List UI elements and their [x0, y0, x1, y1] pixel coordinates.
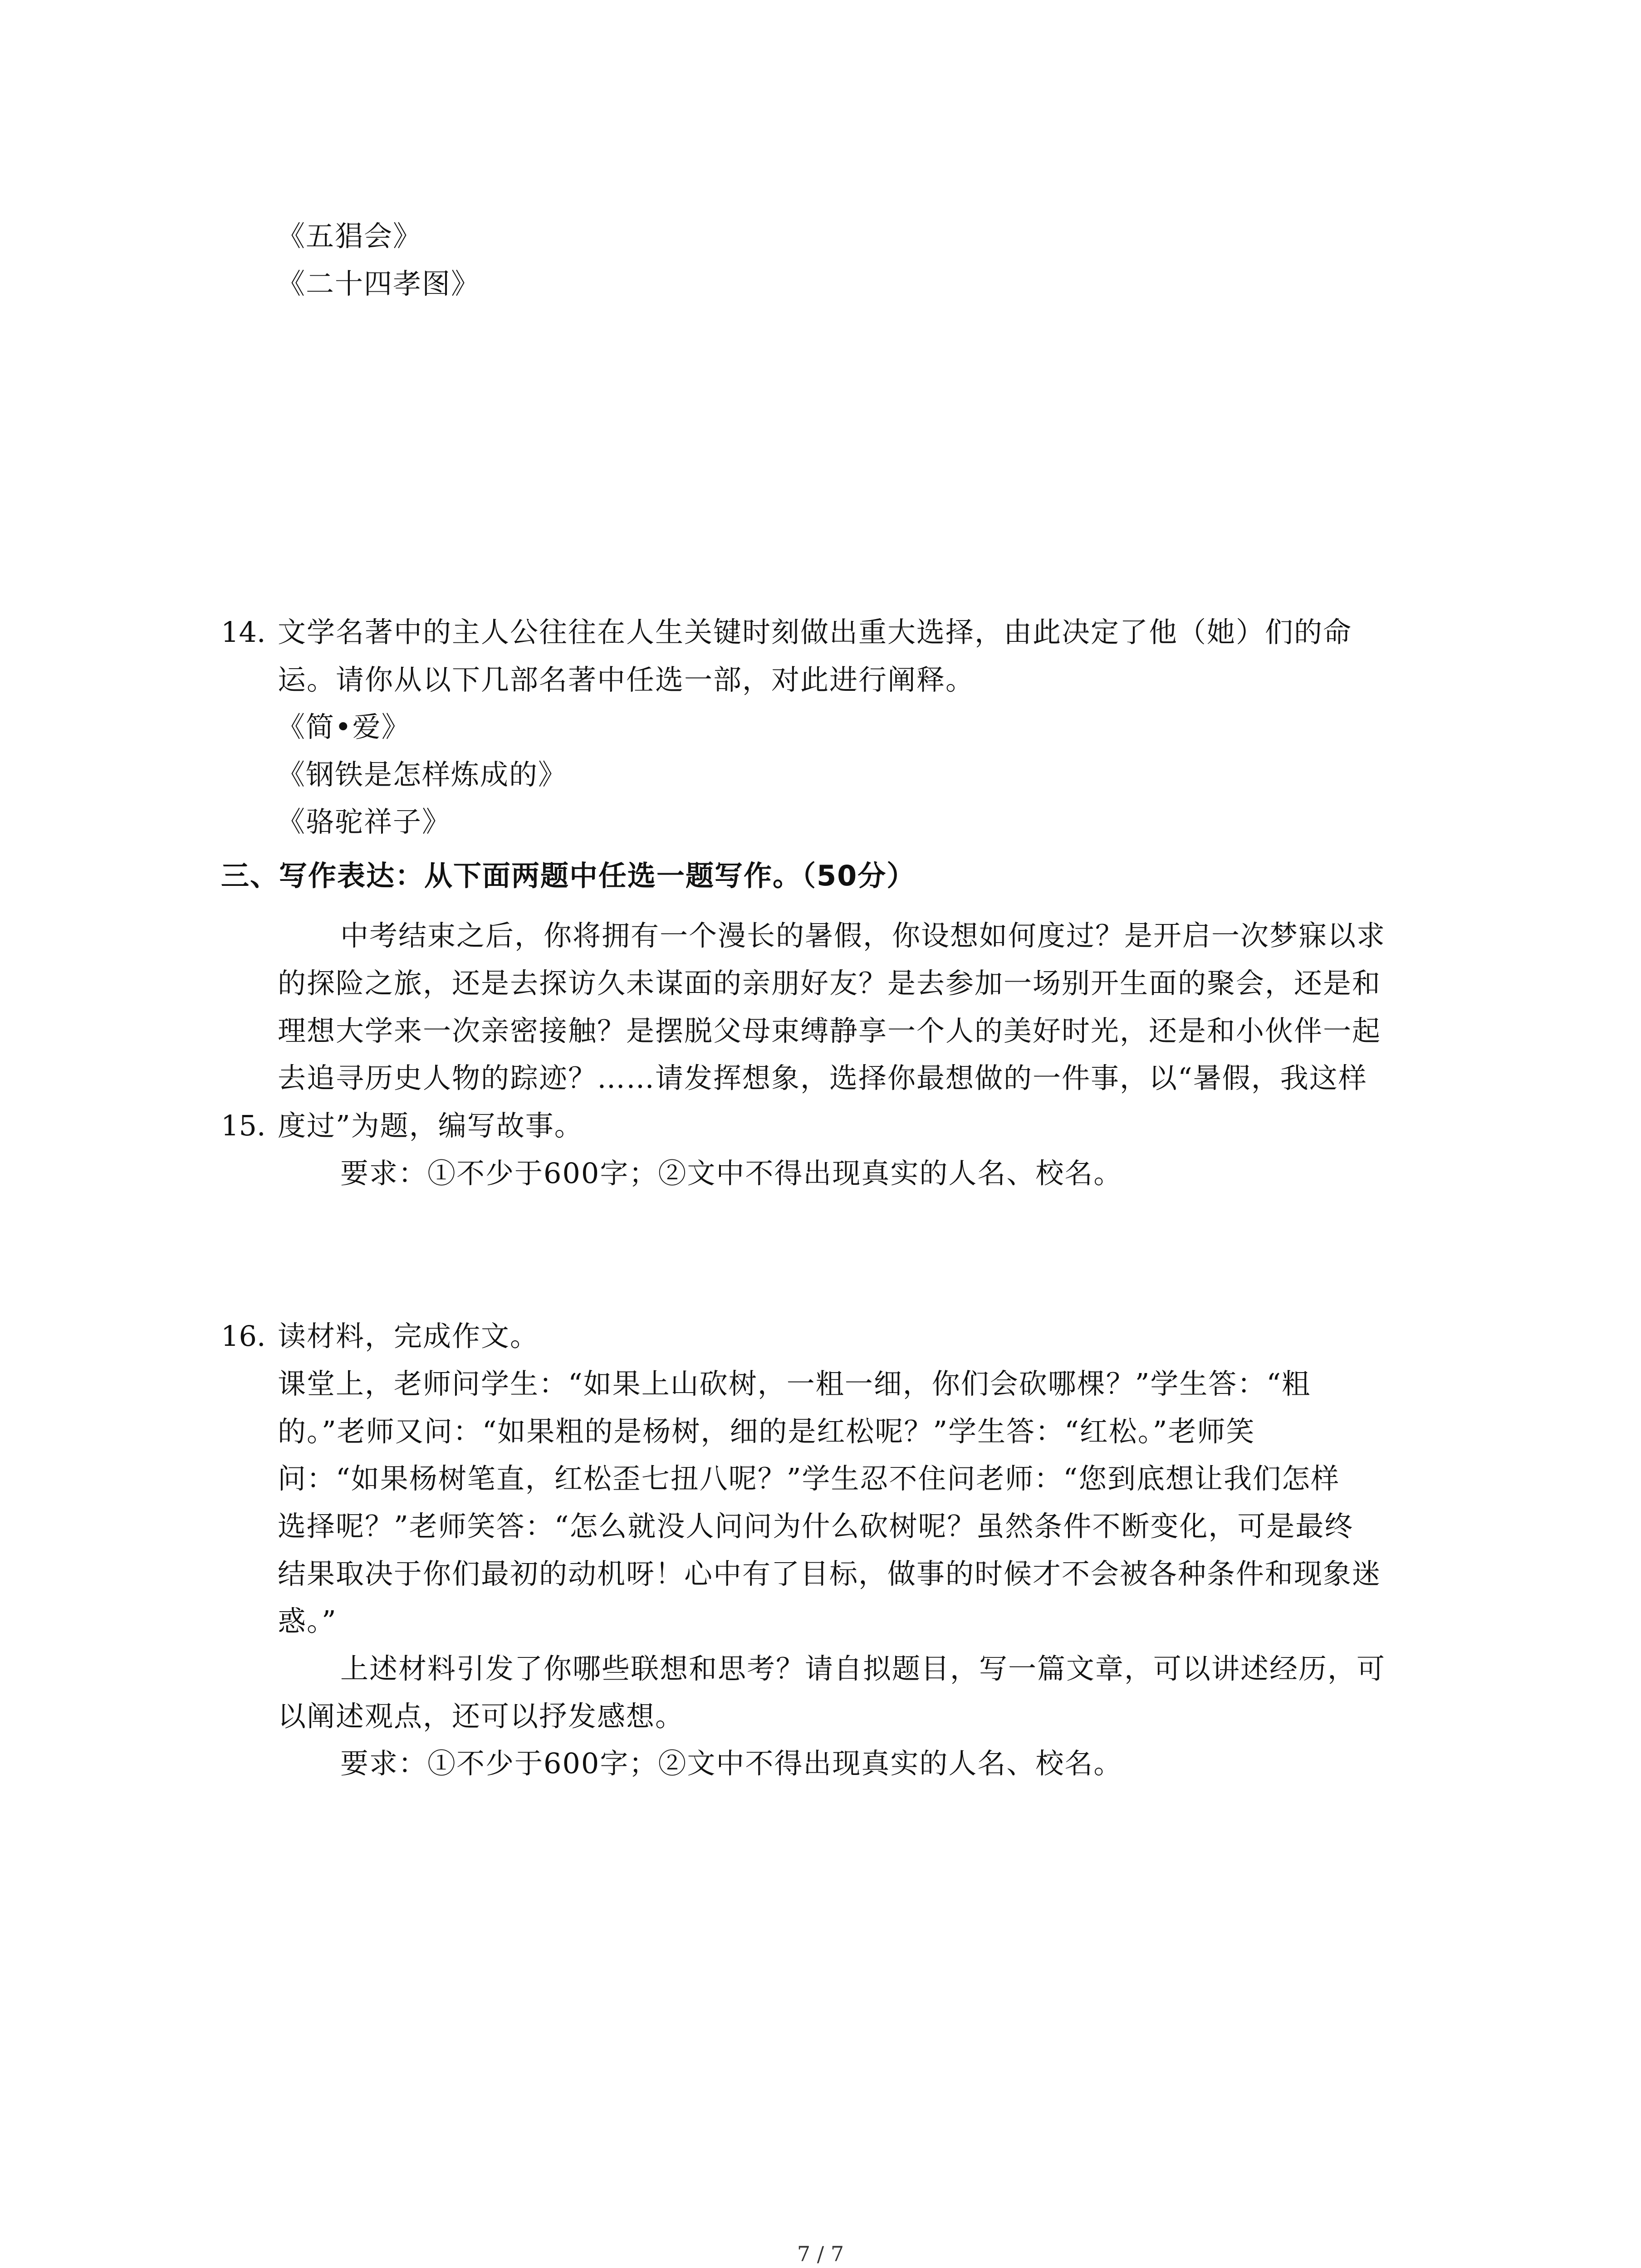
question-14-book: 《钢铁是怎样炼成的》 — [277, 758, 568, 791]
page-number: 7 / 7 — [797, 2242, 844, 2266]
question-16-prompt-line: 以阐述观点，还可以抒发感想。 — [278, 1700, 685, 1733]
question-15-line: 去追寻历史人物的踪迹？……请发挥想象，选择你最想做的一件事，以“暑假，我这样 — [278, 1061, 1367, 1095]
question-14-line: 运。请你从以下几部名著中任选一部，对此进行阐释。 — [278, 663, 975, 696]
question-15-line: 的探险之旅，还是去探访久未谋面的亲朋好友？是去参加一场别开生面的聚会，还是和 — [278, 967, 1381, 1000]
question-15-line: 中考结束之后，你将拥有一个漫长的暑假，你设想如何度过？是开启一次梦寐以求 — [340, 919, 1386, 952]
question-16-material-line: 选择呢？”老师笑答：“怎么就没人问问为什么砍树呢？虽然条件不断变化，可是最终 — [278, 1510, 1354, 1543]
question-15-line: 度过”为题，编写故事。 — [278, 1109, 583, 1142]
question-16-prompt-line: 上述材料引发了你哪些联想和思考？请自拟题目，写一篇文章，可以讲述经历，可 — [340, 1652, 1386, 1685]
question-16-material-line: 问：“如果杨树笔直，红松歪七扭八呢？”学生忍不住问老师：“您到底想让我们怎样 — [278, 1462, 1340, 1495]
question-14-book: 《骆驼祥子》 — [277, 805, 451, 838]
question-15-number: 15. — [221, 1109, 266, 1142]
question-16-number: 16. — [221, 1320, 266, 1353]
question-14-book: 《简•爱》 — [277, 710, 411, 743]
question-16-title: 读材料，完成作文。 — [278, 1320, 539, 1353]
book-title-wuchanghui: 《五猖会》 — [277, 220, 422, 253]
question-16-material-line: 课堂上，老师问学生：“如果上山砍树，一粗一细，你们会砍哪棵？”学生答：“粗 — [278, 1367, 1311, 1400]
question-15-line: 理想大学来一次亲密接触？是摆脱父母束缚静享一个人的美好时光，还是和小伙伴一起 — [278, 1014, 1381, 1047]
book-title-ershisixiaotu: 《二十四孝图》 — [277, 267, 480, 300]
question-16-material-line: 结果取决于你们最初的动机呀！心中有了目标，做事的时候才不会被各种条件和现象迷 — [278, 1557, 1381, 1590]
question-16-requirement: 要求：①不少于600字；②文中不得出现真实的人名、校名。 — [340, 1747, 1123, 1780]
section-3-heading: 三、写作表达：从下面两题中任选一题写作。（50分） — [221, 859, 916, 892]
question-14-number: 14. — [221, 616, 266, 649]
question-16-material-line: 的。”老师又问：“如果粗的是杨树，细的是红松呢？”学生答：“红松。”老师笑 — [278, 1415, 1255, 1448]
question-14-line: 文学名著中的主人公往往在人生关键时刻做出重大选择，由此决定了他（她）们的命 — [278, 616, 1352, 649]
question-16-material-line: 惑。” — [278, 1604, 337, 1637]
question-15-requirement: 要求：①不少于600字；②文中不得出现真实的人名、校名。 — [340, 1157, 1123, 1190]
